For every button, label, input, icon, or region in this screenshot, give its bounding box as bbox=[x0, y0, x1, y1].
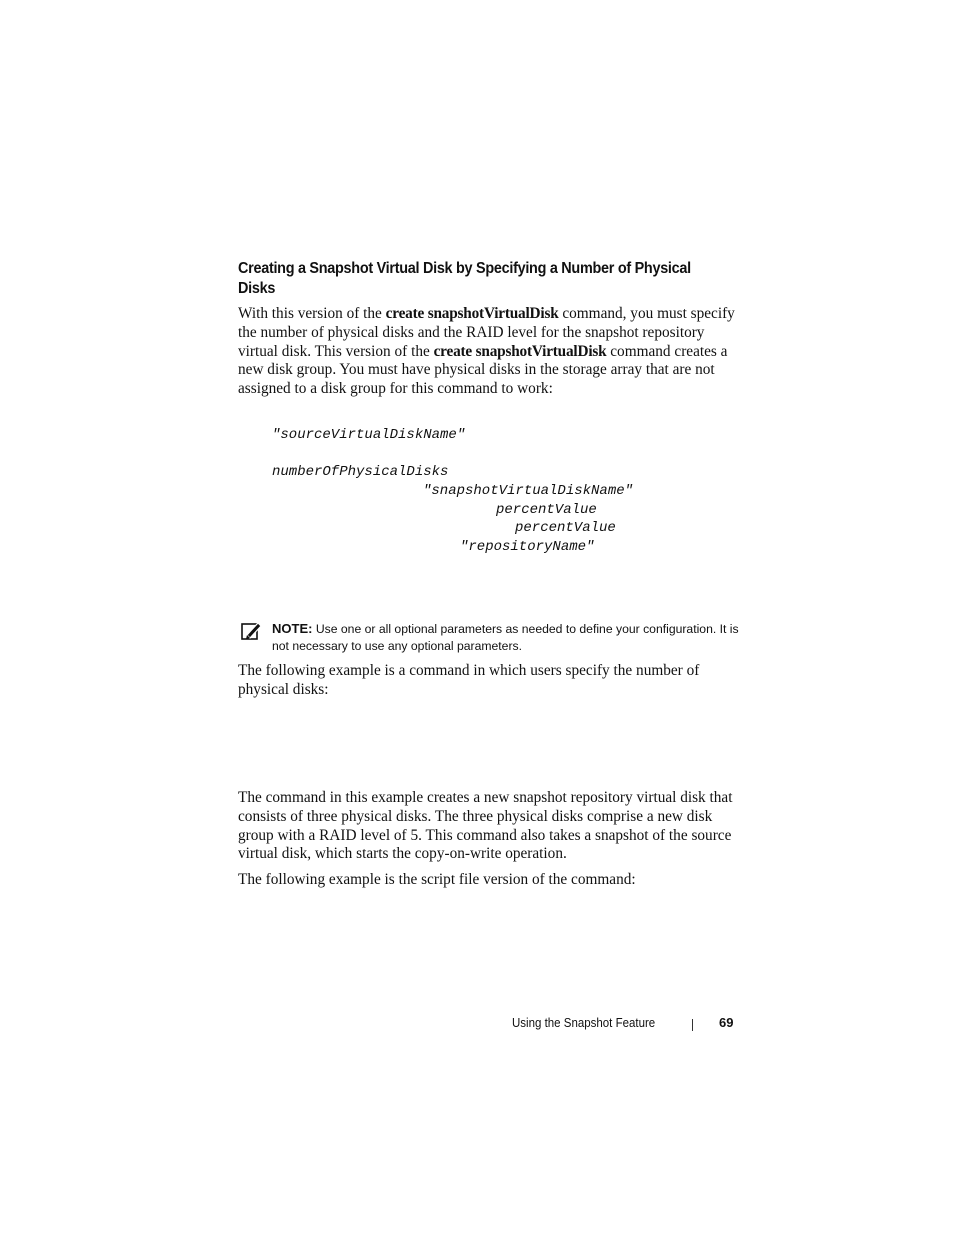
footer-section-title: Using the Snapshot Feature bbox=[512, 1016, 656, 1030]
note-label: NOTE: bbox=[272, 621, 313, 636]
syntax-source-name: "sourceVirtualDiskName" bbox=[272, 427, 466, 443]
syntax-percent-value: percentValue bbox=[515, 520, 616, 536]
syntax-percent-value: percentValue bbox=[496, 502, 597, 518]
intro-text-3: command creates a new disk group. You must have physical disks in the storage array that are not assigned to a disk group for this command to work: bbox=[238, 342, 728, 398]
syntax-num-disks: numberOfPhysicalDisks bbox=[272, 464, 449, 480]
command-name: create snapshotVirtualDisk bbox=[433, 342, 607, 360]
example-intro-paragraph: The following example is a command in which users specify the number of physical disks: bbox=[238, 662, 700, 698]
footer-divider bbox=[692, 1019, 693, 1031]
command-name: create snapshotVirtualDisk bbox=[385, 305, 559, 322]
page-number: 69 bbox=[719, 1015, 734, 1030]
syntax-repository-name: "repositoryName" bbox=[460, 539, 595, 555]
section-heading: Creating a Snapshot Virtual Disk by Specifying a Number of Physical Disks bbox=[238, 260, 691, 297]
intro-text-1: With this version of the bbox=[238, 305, 386, 322]
intro-paragraph bbox=[238, 305, 738, 399]
syntax-snapshot-name: "snapshotVirtualDiskName" bbox=[423, 483, 634, 499]
script-intro-paragraph: The following example is the script file version of the command: bbox=[238, 871, 636, 888]
note-text: Use one or all optional parameters as needed to define your configuration. It is not necessary to use any optional parameters. bbox=[272, 622, 739, 653]
note-pencil-icon bbox=[241, 621, 263, 641]
intro-text-2: command, you must specify the number of physical disks and the RAID level for the snapshot repository virtual disk. This version of the bbox=[238, 305, 735, 360]
note-block bbox=[272, 620, 742, 655]
explanation-paragraph: The command in this example creates a new snapshot repository virtual disk that consists of three physical disks. The three physical disks comprise a new disk group with a RAID level of 5. This command also takes a snapshot of the source virtual disk, which starts the copy-on-write operation. bbox=[238, 789, 733, 863]
